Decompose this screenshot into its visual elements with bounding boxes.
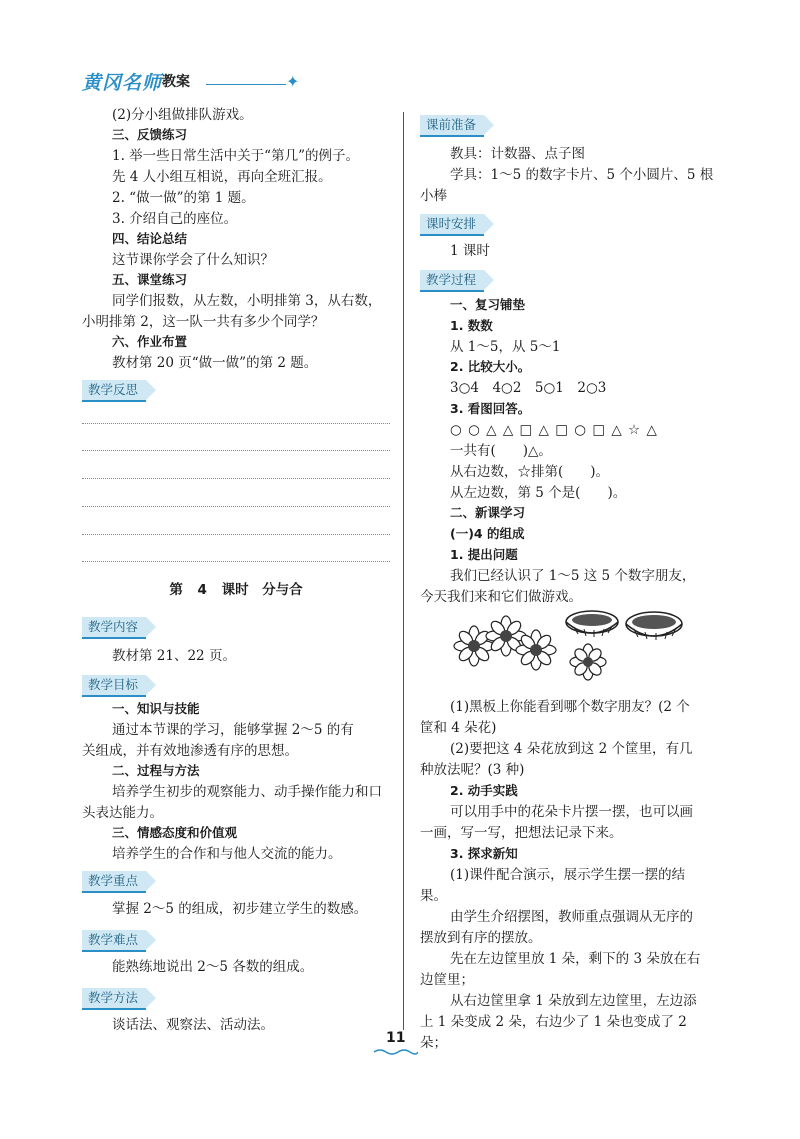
page-number: 11 [386,1030,406,1046]
text-line: 从 1～5，从 5～1 [450,339,561,355]
flower-icon [570,644,606,680]
flowers-and-baskets-illustration [452,606,692,686]
text-line: 掌握 2～5 的组成，初步建立学生的数感。 [112,901,368,917]
section-heading: 三、情感态度和价值观 [112,825,238,840]
sub-heading: 2. 比较大小。 [450,359,531,374]
text-line: 头表达能力。 [82,805,163,821]
page-header [78,68,338,94]
sub-heading: 1. 提出问题 [450,547,518,562]
key-points-badge: 教学重点 [82,871,146,893]
sub-heading: 2. 动手实践 [450,783,518,798]
prep-badge: 课前准备 [420,115,484,137]
text-line: 从左边数，第 5 个是( )。 [450,485,627,501]
basket-icon [626,612,682,640]
text-line: 谈话法、观察法、活动法。 [112,1017,274,1033]
text-line: 培养学生初步的观察能力、动手操作能力和口 [112,784,382,800]
text-line: 一画，写一写，把想法记录下来。 [420,825,623,841]
text-line: 边筐里； [420,972,474,988]
text-line: 从右边筐里拿 1 朵放到左边筐里，左边添 [450,993,697,1009]
text-line: 通过本节课的学习，能够掌握 2～5 的有 [112,722,354,738]
text-line: 由学生介绍摆图，教师重点强调从无序的 [450,909,693,925]
text-line: 上 1 朵变成 2 朵，右边少了 1 朵也变成了 2 [420,1014,687,1030]
text-line: 学具：1～5 的数字卡片、5 个小圆片、5 根 [450,167,714,183]
shape-sequence: ○ ○ △ △ □ △ □ ○ □ △ ☆ △ [450,422,658,438]
writing-line [82,423,390,424]
section-heading: 四、结论总结 [112,231,188,246]
sub-heading: 1. 数数 [450,318,493,333]
brand-logo: 黄冈名师 [82,72,163,94]
text-line: 摆放到有序的摆放。 [420,930,542,946]
text-line: 从右边数，☆排第( )。 [450,464,610,480]
text-line: 教具：计数器、点子图 [450,146,585,162]
reflection-badge: 教学反思 [82,380,146,402]
text-line: 能熟练地说出 2～5 各数的组成。 [112,959,314,975]
sub-heading: 3. 探求新知 [450,846,518,861]
text-line: 可以用手中的花朵卡片摆一摆，也可以画 [450,804,693,820]
text-line: 教材第 20 页“做一做”的第 2 题。 [112,355,318,371]
writing-line [82,478,390,479]
column-divider [403,112,404,1030]
process-badge: 教学过程 [420,270,484,292]
section-heading: 五、课堂练习 [112,272,188,287]
writing-line [82,506,390,507]
section-heading: 一、知识与技能 [112,701,200,716]
text-line: 先 4 人小组互相说，再向全班汇报。 [112,169,332,185]
lesson-title: 第 4 课时 分与合 [169,582,303,598]
text-line: 先在左边筐里放 1 朵，剩下的 3 朵放在右 [450,951,701,967]
text-line: 种放法呢？(3 种) [420,762,525,778]
text-line: 今天我们来和它们做游戏。 [420,589,582,605]
text-line: 同学们报数，从左数，小明排第 3，从右数， [112,293,382,309]
method-badge: 教学方法 [82,988,146,1010]
header-rule [206,84,286,85]
text-line: 1 课时 [450,243,490,259]
text-line: (2)要把这 4 朵花放到这 2 个筐里，有几 [450,741,693,757]
difficulty-badge: 教学难点 [82,930,146,952]
text-line: 培养学生的合作和与他人交流的能力。 [112,846,342,862]
text-line: 筐和 4 朵花) [420,720,497,736]
sub-heading: 3. 看图回答。 [450,401,531,416]
text-line: (1)黑板上你能看到哪个数字朋友？(2 个 [450,699,690,715]
text-line: 小明排第 2，这一队一共有多少个同学？ [82,314,325,330]
compare-exercise: 3○4 4○2 5○1 2○3 [450,380,607,396]
schedule-badge: 课时安排 [420,214,484,236]
section-heading: 二、过程与方法 [112,763,200,778]
sparkle-icon: ✦ [286,72,300,91]
section-heading: 三、反馈练习 [112,127,188,142]
text-line: 2. “做一做”的第 1 题。 [112,190,255,206]
text-line: 3. 介绍自己的座位。 [112,211,238,227]
text-line: 果。 [420,888,447,904]
text-line: (1)课件配合演示，展示学生摆一摆的结 [450,867,686,883]
text-line: 这节课你学会了什么知识？ [112,252,274,268]
text-line: 教材第 21、22 页。 [112,648,236,664]
brand-subtitle: 教案 [162,74,190,90]
writing-line [82,534,390,535]
text-line: 我们已经认识了 1～5 这 5 个数字朋友， [450,568,696,584]
section-heading: 六、作业布置 [112,334,188,349]
text-line: 一共有( )△。 [450,443,552,459]
writing-line [82,561,390,562]
text-line: 关组成，并有效地渗透有序的思想。 [82,743,298,759]
flower-icon [516,630,556,670]
basket-icon [566,611,618,637]
section-heading: 一、复习铺垫 [450,297,526,312]
sub-heading: (一)4 的组成 [450,526,525,541]
page-number-ornament [372,1048,418,1056]
text-line: (2)分小组做排队游戏。 [112,107,253,123]
text-line: 朵； [420,1035,447,1051]
writing-line [82,450,390,451]
text-line: 1. 举一些日常生活中关于“第几”的例子。 [112,148,359,164]
content-badge: 教学内容 [82,617,146,639]
goals-badge: 教学目标 [82,675,146,697]
flower-icon [454,626,494,666]
section-heading: 二、新课学习 [450,505,526,520]
text-line: 小棒 [420,188,447,204]
